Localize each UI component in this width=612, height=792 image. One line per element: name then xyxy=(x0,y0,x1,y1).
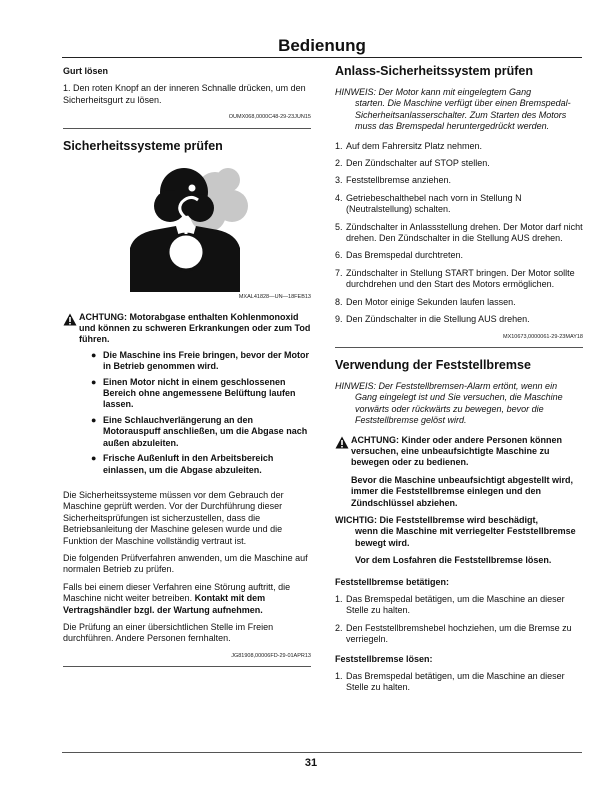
sicherheit-para-1: Die Sicherheitssysteme müssen vor dem Gebrauch der Maschine geprüft werden. Vor der Durchführung dieser Sicherheitsprüfungen ist sicherzustellen, dass die Betriebsanleitung der Maschine gelesen wurde und die Funktion der Maschine vollständig vertraut ist. xyxy=(63,489,284,546)
list-item: 3. Feststellbremse anziehen. xyxy=(335,175,452,186)
image-ref: MXAL41828—UN—18FEB13 xyxy=(238,294,311,301)
footer-divider xyxy=(62,752,582,753)
wichtig-notice: WICHTIG: Die Feststellbremse wird beschädigt, wenn die Maschine mit verriegelter Feststellbremse bewegt wird. Vor dem Losfahren die Feststellbremse lösen. xyxy=(335,514,576,566)
feststell-hint: HINWEIS: Der Feststellbremsen-Alarm ertönt, wenn ein Gang eingelegt ist und Sie versuchen, die Maschine vorwärts oder rückwärts zu bewegen, bevor die Feststellbremse gelöst wird. xyxy=(335,380,563,426)
list-item: 8. Den Motor einige Sekunden laufen lassen. xyxy=(335,296,516,307)
list-item: 4. Getriebeschalthebel nach vorn in Stellung N (Neutralstellung) schalten. xyxy=(335,192,522,215)
list-item: 2. Den Feststellbremshebel hochziehen, um die Bremse zu verriegeln. xyxy=(335,622,572,645)
section-divider xyxy=(63,128,311,129)
list-item: 1. Auf dem Fahrersitz Platz nehmen. xyxy=(335,140,483,151)
anlass-steps xyxy=(335,141,583,326)
child-warning-body: Bevor die Maschine unbeaufsichtigt abgestellt wird, immer die Feststellbremse einlegen und den Zündschlüssel abziehen. xyxy=(351,474,574,508)
feststell-heading: Verwendung der Feststellbremse xyxy=(335,357,531,372)
gurt-ref: OUMX068,0000C48-29-23JUN15 xyxy=(228,114,311,121)
gurt-step: 1. Den roten Knopf an der inneren Schnalle drücken, um den Sicherheitsgurt zu lösen. xyxy=(63,83,306,105)
co-warning xyxy=(63,312,311,480)
child-warning xyxy=(335,435,583,509)
section-divider xyxy=(63,666,311,667)
list-item: ● Frische Außenluft in den Arbeitsbereich einlassen, um die Abgase abzuleiten. xyxy=(91,453,274,475)
page-header xyxy=(62,36,582,56)
list-item: 7. Zündschalter in Stellung START bringen. Der Motor sollte durchdrehen und den Start des Motors ermöglichen. xyxy=(335,267,575,290)
gurt-heading: Gurt lösen xyxy=(63,66,109,76)
sicherheit-para-3: Falls bei einem dieser Verfahren eine Störung auftritt, die Maschine nicht weiter betreiben. Kontakt mit dem Vertragshändler bzgl. der Wartung aufnehmen. xyxy=(63,581,291,615)
sicherheit-para-2: Die folgenden Prüfverfahren anwenden, um die Maschine auf normalen Betrieb zu prüfen. xyxy=(63,552,308,575)
list-item: 5. Zündschalter in Anlassstellung drehen. Der Motor darf nicht drehen. Den Zündschalter in die Stellung AUS drehen. xyxy=(335,221,583,244)
exhaust-hazard-pictogram-icon xyxy=(110,162,260,296)
list-item: 1. Das Bremspedal betätigen, um die Maschine an dieser Stelle zu halten. xyxy=(335,594,565,616)
betaetigen-steps xyxy=(335,594,583,646)
list-item: ● Einen Motor nicht in einem geschlossenen Bereich ohne angemessene Belüftung laufen lassen. xyxy=(91,376,296,410)
list-item: ● Eine Schlauchverlängerung an den Motorauspuff anschließen, um die Abgase nach außen abzuleiten. xyxy=(91,414,308,448)
header-divider xyxy=(62,57,582,58)
loesen-heading: Feststellbremse lösen: xyxy=(335,653,433,664)
list-item: 6. Das Bremspedal durchtreten. xyxy=(335,250,464,261)
anlass-heading: Anlass-Sicherheitssystem prüfen xyxy=(335,64,533,78)
sicherheit-para-4: Die Prüfung an einer übersichtlichen Stelle im Freien durchführen. Andere Personen fernhalten. xyxy=(63,621,274,644)
anlass-hint: HINWEIS: Der Motor kann mit eingelegtem Gang starten. Die Maschine verfügt über einen Bremspedal-Sicherheitsanlasserschalter. Zum Starten des Motors muss das Bremspedal heruntergedrückt werden. xyxy=(335,87,571,132)
list-item: ● Die Maschine ins Freie bringen, bevor der Motor in Betrieb genommen wird. xyxy=(91,349,310,372)
betaetigen-heading: Feststellbremse betätigen: xyxy=(335,576,450,587)
exhaust-hazard-illustration xyxy=(63,162,311,304)
loesen-steps xyxy=(335,671,583,694)
section-divider xyxy=(335,347,583,348)
warning-triangle-icon xyxy=(63,313,79,480)
right-column xyxy=(335,62,583,700)
co-warning-title: ACHTUNG: Motorabgase enthalten Kohlenmonoxid und können zu schweren Erkrankungen oder zum Tod führen. xyxy=(79,311,311,345)
sicherheit-heading: Sicherheitssysteme prüfen xyxy=(63,138,223,153)
list-item: 2. Den Zündschalter auf STOP stellen. xyxy=(335,158,490,169)
sicherheit-ref: JG81908,00006FD-29-01APR13 xyxy=(231,652,311,659)
page-number: 31 xyxy=(304,757,318,769)
child-warning-title: ACHTUNG: Kinder oder andere Personen können versuchen, eine unbeaufsichtigte Maschine zu bewegen oder zu bedienen. xyxy=(351,434,563,468)
co-warning-list xyxy=(91,350,311,476)
page-title: Bedienung xyxy=(278,36,366,55)
list-item: 1. Das Bremspedal betätigen, um die Maschine an dieser Stelle zu halten. xyxy=(335,671,565,693)
list-item: 9. Den Zündschalter in die Stellung AUS drehen. xyxy=(335,314,530,325)
warning-triangle-icon xyxy=(335,436,351,509)
left-column xyxy=(63,62,311,677)
anlass-ref: MX10673,0000061-29-23MAY18 xyxy=(502,333,583,340)
